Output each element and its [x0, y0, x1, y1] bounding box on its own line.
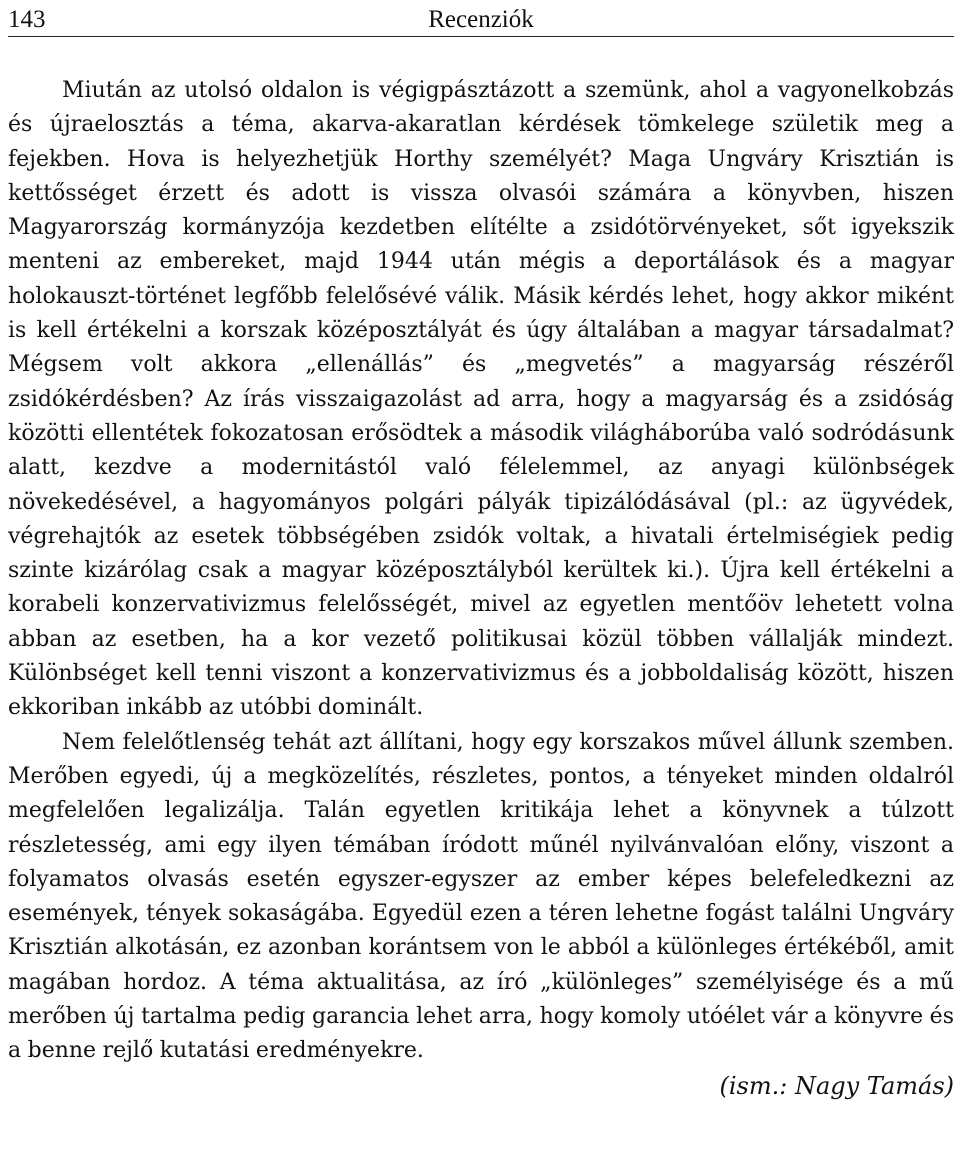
- page-header: [8, 4, 954, 37]
- review-body: [8, 74, 954, 1103]
- running-title: Recenziók: [428, 6, 534, 33]
- paragraph: Nem felelőtlenség tehát azt állítani, hogy egy korszakos művel állunk szemben. Merőben egyedi, új a megközelítés, részletes, pontos, a tényeket minden oldalról megfelelően legalizálja. Talán egyetlen kritikája lehet a könyvnek a túlzott részletesség, ami egy ilyen témában íródott műnél nyilvánvalóan előny, viszont a folyamatos olvasás esetén egyszer-egyszer az ember képes belefeledkezni az események, tények sokaságába. Egyedül ezen a téren lehetne fogást találni Ungváry Krisztián alkotásán, ez azonban korántsem von le abból a különleges értékéből, amit magában hordoz. A téma aktualitása, az író „különleges” személyisége és a mű merőben új tartalma pedig garancia lehet arra, hogy komoly utóélet vár a könyvre és a benne rejlő kutatási eredményekre.: [8, 729, 954, 1064]
- page-number: 143: [8, 6, 46, 33]
- reviewer-signature: (ism.: Nagy Tamás): [719, 1071, 954, 1100]
- paragraph: Miután az utolsó oldalon is végigpásztázott a szemünk, ahol a vagyonelkobzás és újraelosztás a téma, akarva-akaratlan kérdések tömkelege születik meg a fejekben. Hova is helyezhetjük Horthy személyét? Maga Ungváry Krisztián is kettősséget érzett és adott is vissza olvasói számára a könyvben, hiszen Magyarország kormányzója kezdetben elítélte a zsidótörvényeket, sőt igyekszik menteni az embereket, majd 1944 után mégis a deportálások és a magyar holokauszt-történet legfőbb felelősévé válik. Másik kérdés lehet, hogy akkor miként is kell értékelni a korszak középosztályát és úgy általában a magyar társadalmat? Mégsem volt akkora „ellenállás” és „megvetés” a magyarság részéről zsidókérdésben? Az írás visszaigazolást ad arra, hogy a magyarság és a zsidóság közötti ellentétek fokozatosan erősödtek a második világháborúba való sodródásunk alatt, kezdve a modernitástól való félelemmel, az anyagi különbségek növekedésével, a hagyományos polgári pályák tipizálódásával (pl.: az ügyvédek, végrehajtók az esetek többségében zsidók voltak, a hivatali értelmiségiek pedig szinte kizárólag csak a magyar középosztályból kerültek ki.). Újra kell értékelni a korabeli konzervativizmus felelősségét, mivel az egyetlen mentőöv lehetett volna abban az esetben, ha a kor vezető politikusai közül többen vállalják mindezt. Különbséget kell tenni viszont a konzervativizmus és a jobboldaliság között, hiszen ekkoriban inkább az utóbbi dominált.: [8, 78, 954, 721]
